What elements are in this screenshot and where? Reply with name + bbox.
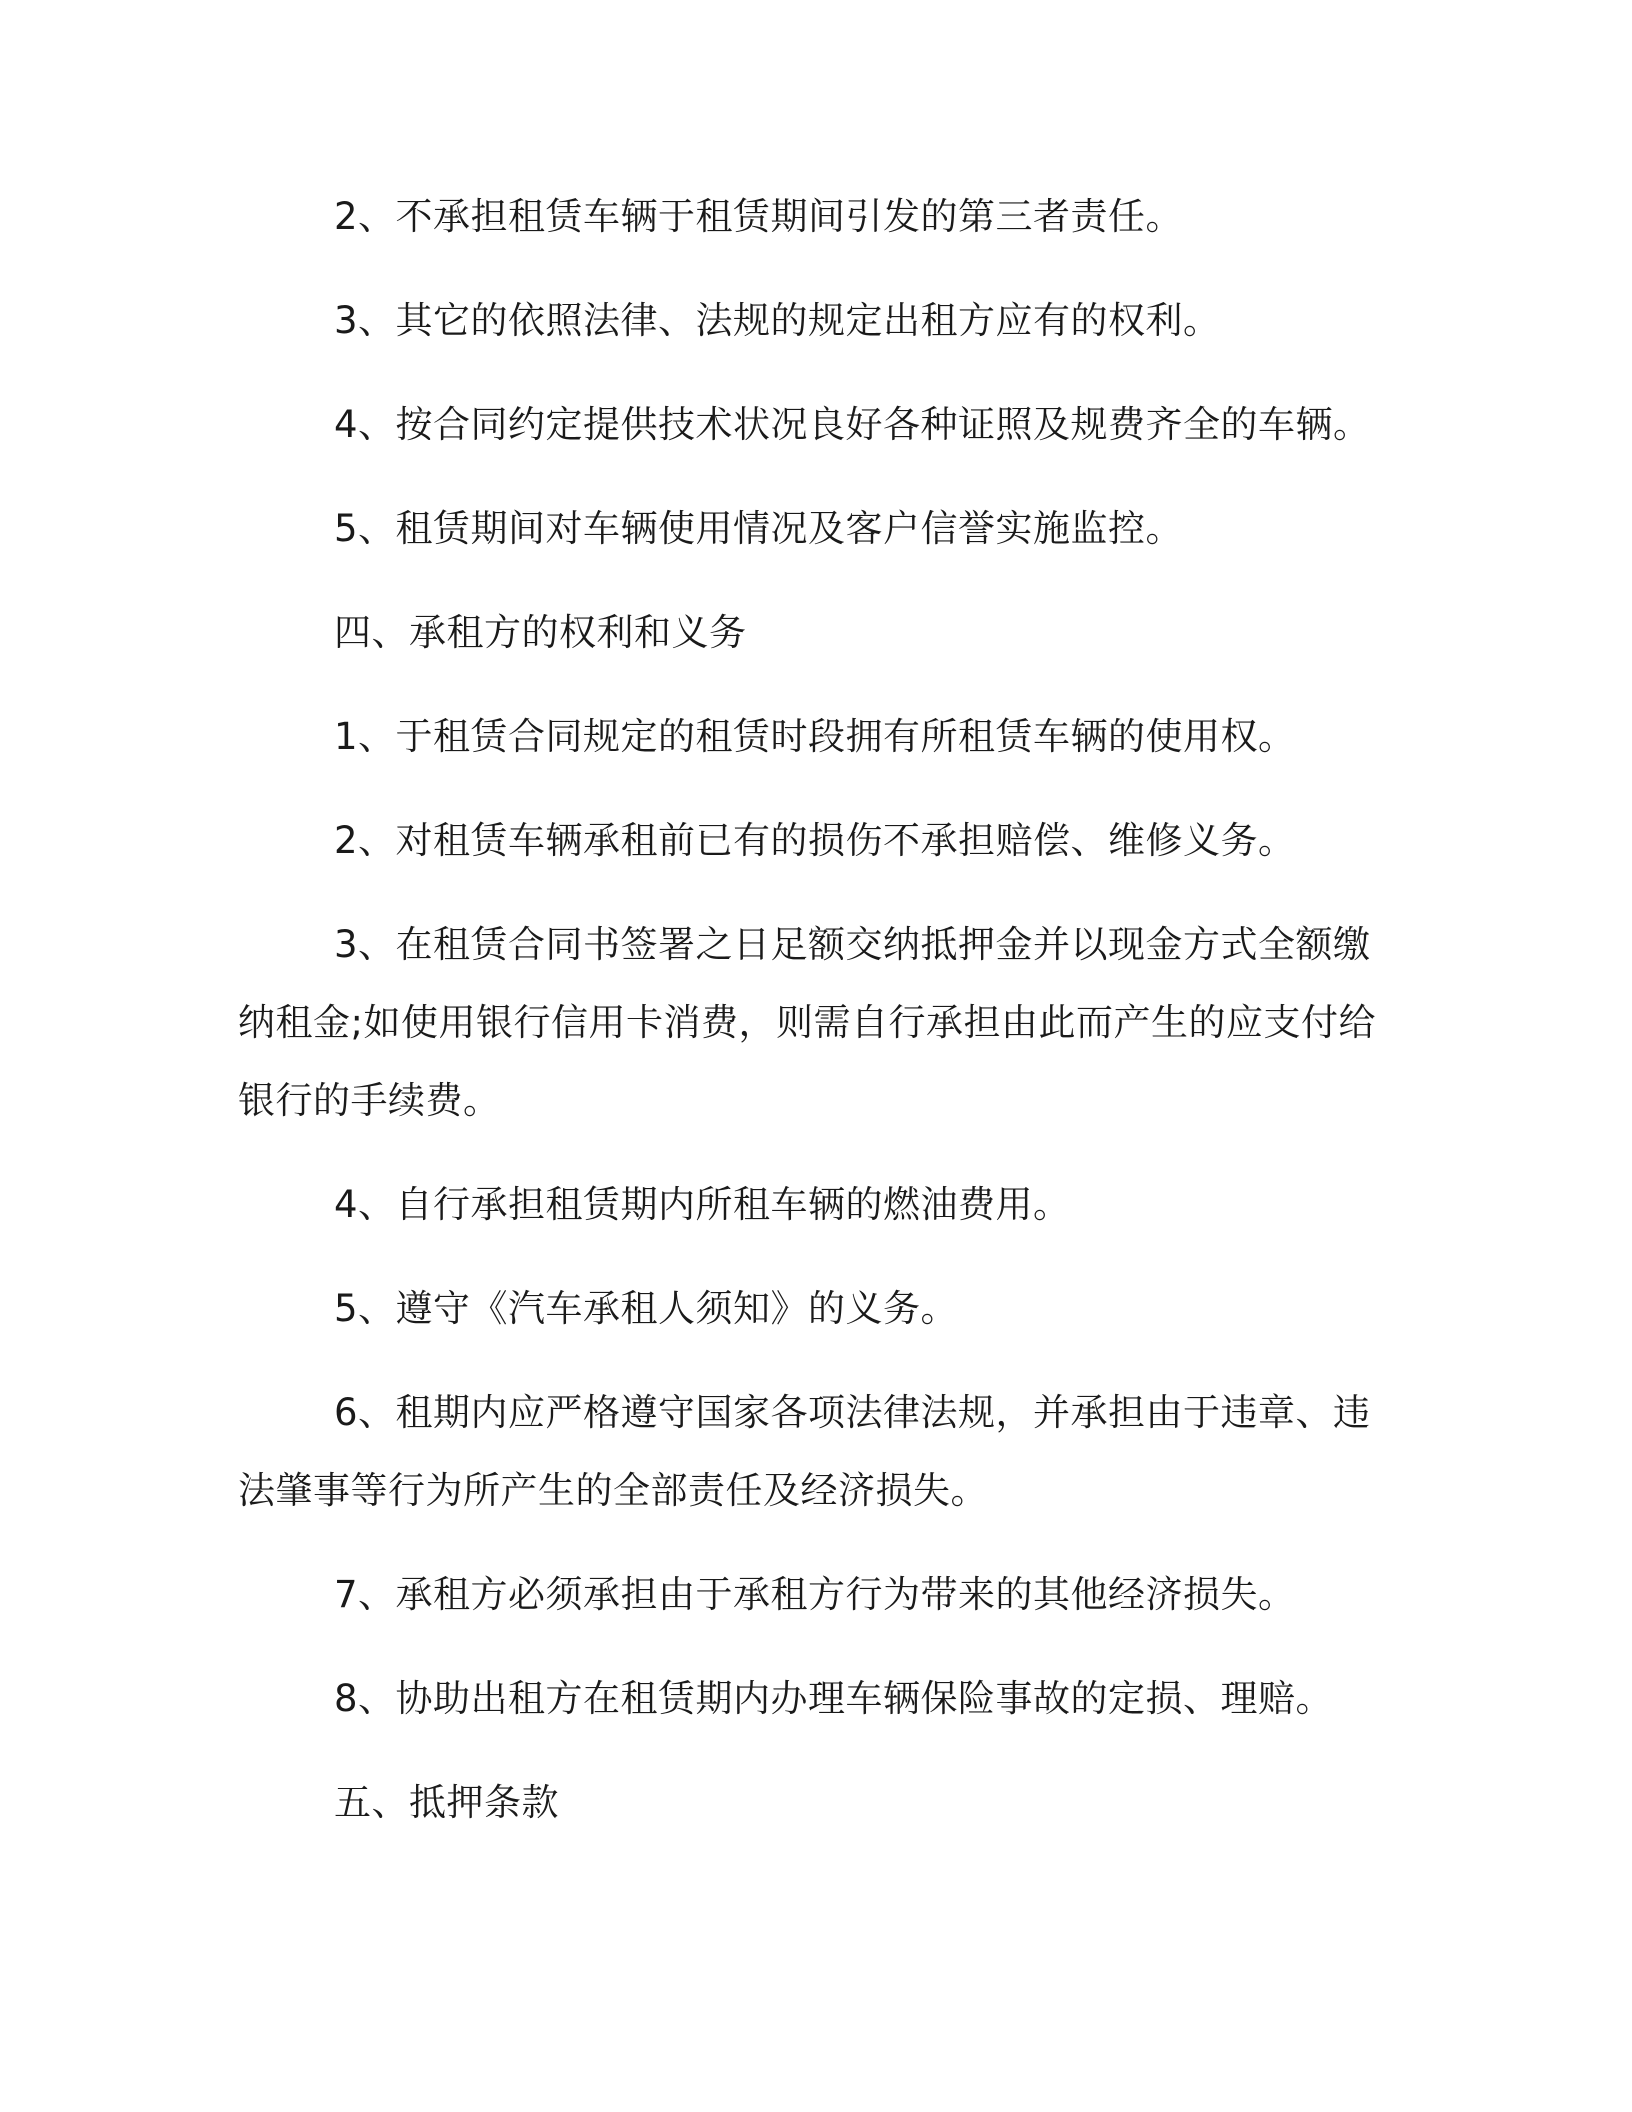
paragraph-lessor-right-2: 2、不承担租赁车辆于租赁期间引发的第三者责任。 [334, 195, 1184, 238]
paragraph-lessor-duty-5: 5、租赁期间对车辆使用情况及客户信誉实施监控。 [334, 507, 1184, 550]
paragraph-lessee-4: 4、自行承担租赁期内所租车辆的燃油费用。 [334, 1183, 1071, 1226]
paragraph-lessee-3: 3、在租赁合同书签署之日足额交纳抵押金并以现金方式全额缴纳租金;如使用银行信用卡消费，则需自行承担由此而产生的应支付给银行的手续费。 [238, 923, 1376, 1122]
paragraph-lessee-2: 2、对租赁车辆承租前已有的损伤不承担赔偿、维修义务。 [334, 819, 1296, 862]
paragraph-lessor-right-3: 3、其它的依照法律、法规的规定出租方应有的权利。 [334, 299, 1221, 342]
section-heading-lessee: 四、承租方的权利和义务 [334, 611, 747, 654]
section-heading-deposit: 五、抵押条款 [334, 1781, 559, 1824]
paragraph-lessor-duty-4: 4、按合同约定提供技术状况良好各种证照及规费齐全的车辆。 [334, 403, 1371, 446]
document-body [238, 178, 1378, 1868]
paragraph-lessee-6: 6、租期内应严格遵守国家各项法律法规，并承担由于违章、违法肇事等行为所产生的全部责任及经济损失。 [238, 1391, 1371, 1512]
paragraph-lessee-1: 1、于租赁合同规定的租赁时段拥有所租赁车辆的使用权。 [334, 715, 1296, 758]
paragraph-lessee-5: 5、遵守《汽车承租人须知》的义务。 [334, 1287, 959, 1330]
paragraph-lessee-8: 8、协助出租方在租赁期内办理车辆保险事故的定损、理赔。 [334, 1677, 1334, 1720]
paragraph-lessee-7: 7、承租方必须承担由于承租方行为带来的其他经济损失。 [334, 1573, 1296, 1616]
